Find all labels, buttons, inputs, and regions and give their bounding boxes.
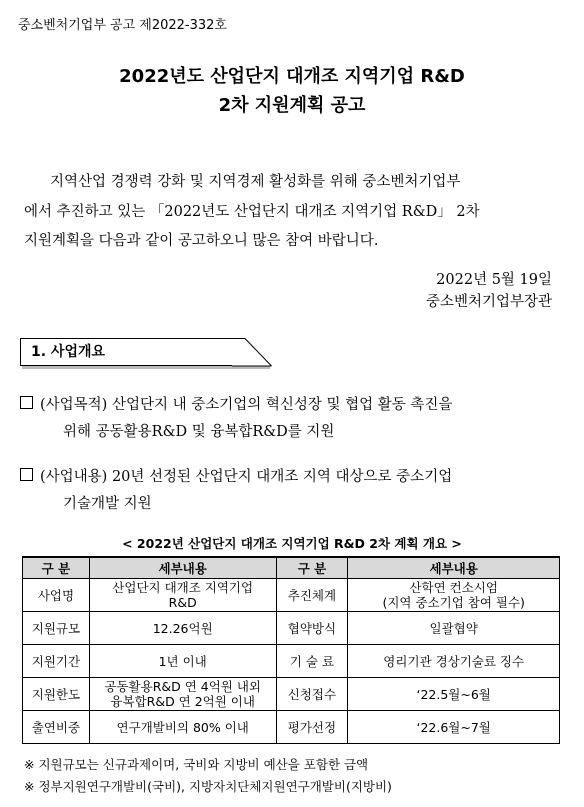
table-title: < 2022년 산업단지 대개조 지역기업 R&D 2차 계획 개요 > — [122, 536, 462, 551]
checkbox-square-icon — [20, 468, 33, 481]
checkbox-square-icon — [20, 396, 33, 409]
intro-line-1: 지역산업 경쟁력 강화 및 지역경제 활성화를 위해 중소벤처기업부 — [50, 174, 461, 190]
table-key-cell: 협약방식 — [276, 612, 348, 645]
page-title-line2: 2차 지원계획 공고 — [218, 95, 366, 116]
table-row — [23, 645, 560, 678]
notice-number: 중소벤처기업부 공고 제2022-332호 — [18, 18, 227, 33]
table-value-cell: ‘22.6월~7월 — [348, 711, 560, 744]
table-key-cell: 지원규모 — [23, 612, 90, 645]
table-row — [23, 678, 560, 711]
section-heading-corner — [232, 338, 272, 368]
table-row — [23, 612, 560, 645]
overview-table — [22, 556, 560, 744]
table-row — [23, 711, 560, 744]
table-value-cell: 공동활용R&D 연 4억원 내외 융복합R&D 연 2억원 이내 — [89, 678, 276, 711]
table-key-cell: 출연비중 — [23, 711, 90, 744]
table-value-cell: 연구개발비의 80% 이내 — [89, 711, 276, 744]
intro-line-3: 지원계획을 다음과 같이 공고하오니 많은 참여 바랍니다. — [24, 233, 379, 249]
table-value-cell: ‘22.5월~6월 — [348, 678, 560, 711]
footnote-2: ※ 정부지원연구개발비(국비), 지방자치단체지원연구개발비(지방비) — [24, 779, 392, 794]
page-title-line1: 2022년도 산업단지 대개조 지역기업 R&D — [119, 66, 465, 87]
table-value-cell: 일괄협약 — [348, 612, 560, 645]
section-heading: 1. 사업개요 — [20, 338, 245, 366]
intro-line-2: 에서 추진하고 있는 「2022년도 산업단지 대개조 지역기업 R&D」 2차 — [24, 204, 480, 220]
table-header-cell: 구 분 — [23, 557, 90, 579]
table-header-row — [23, 557, 560, 579]
table-value-cell: 산업단지 대개조 지역기업 R&D — [89, 579, 276, 612]
table-key-cell: 지원기간 — [23, 645, 90, 678]
table-value-cell: 영리기관 경상기술료 징수 — [348, 645, 560, 678]
table-header-cell: 세부내용 — [89, 557, 276, 579]
table-key-cell: 추진체계 — [276, 579, 348, 612]
footnote-1: ※ 지원규모는 신규과제이며, 국비와 지방비 예산을 포함한 금액 — [24, 757, 369, 772]
table-value-cell: 산학연 컨소시엄 (지역 중소기업 참여 필수) — [348, 579, 560, 612]
table-value-cell: 12.26억원 — [89, 612, 276, 645]
table-header-cell: 구 분 — [276, 557, 348, 579]
issuer-name: 중소벤처기업부장관 — [425, 294, 552, 310]
announcement-date: 2022년 5월 19일 — [436, 272, 552, 288]
table-row — [23, 579, 560, 612]
table-key-cell: 평가선정 — [276, 711, 348, 744]
table-value-cell: 1년 이내 — [89, 645, 276, 678]
table-key-cell: 기 술 료 — [276, 645, 348, 678]
table-key-cell: 지원한도 — [23, 678, 90, 711]
table-key-cell: 사업명 — [23, 579, 90, 612]
table-header-cell: 세부내용 — [348, 557, 560, 579]
table-key-cell: 신청접수 — [276, 678, 348, 711]
